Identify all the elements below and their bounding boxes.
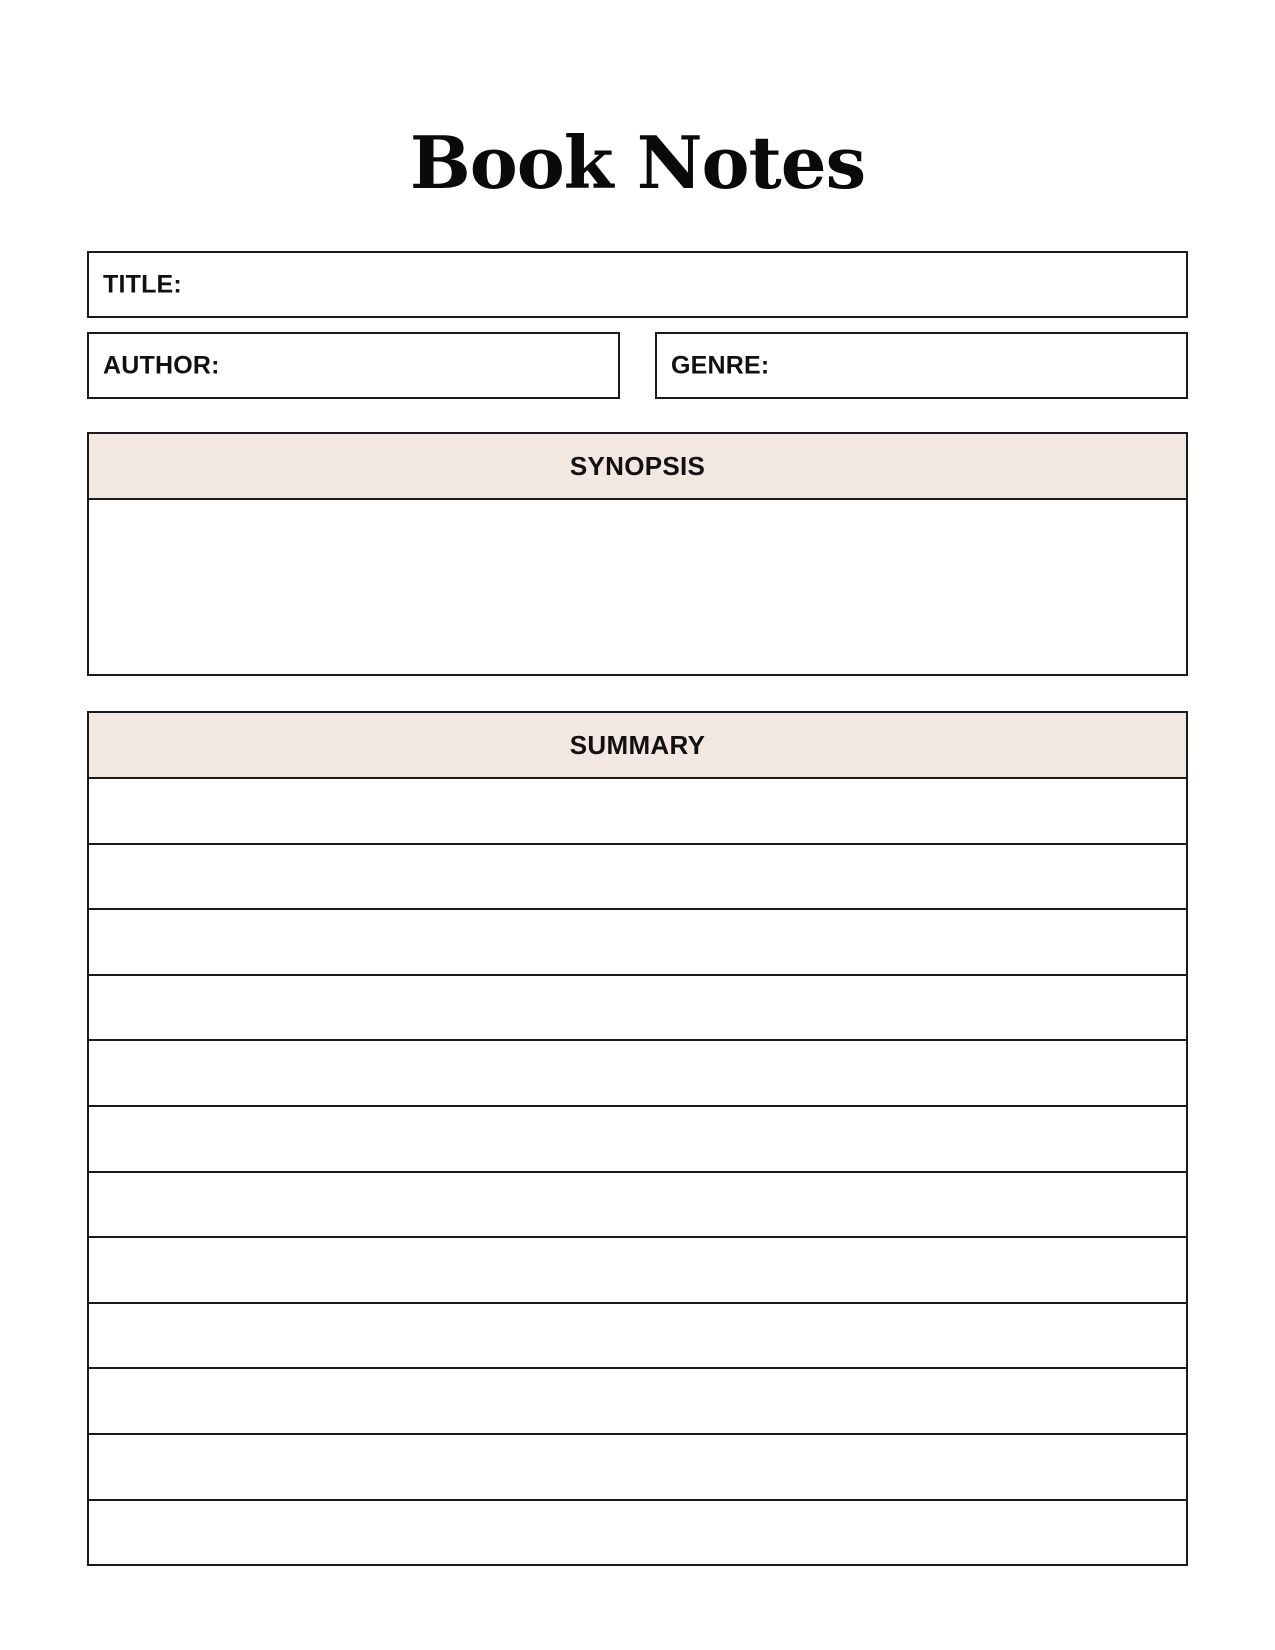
genre-label: GENRE: xyxy=(671,351,770,379)
genre-field[interactable] xyxy=(655,332,1188,399)
summary-line[interactable] xyxy=(89,1304,1186,1370)
summary-line[interactable] xyxy=(89,1369,1186,1435)
summary-line[interactable] xyxy=(89,845,1186,911)
summary-line[interactable] xyxy=(89,1173,1186,1239)
summary-line[interactable] xyxy=(89,779,1186,845)
summary-line[interactable] xyxy=(89,1238,1186,1304)
summary-line[interactable] xyxy=(89,1107,1186,1173)
summary-section xyxy=(87,711,1188,1566)
author-label: AUTHOR: xyxy=(103,351,220,379)
summary-line[interactable] xyxy=(89,1435,1186,1501)
synopsis-body[interactable] xyxy=(89,500,1186,674)
page-title: Book Notes xyxy=(409,120,866,205)
summary-line[interactable] xyxy=(89,1041,1186,1107)
summary-lines xyxy=(89,779,1186,1566)
summary-line[interactable] xyxy=(89,976,1186,1042)
summary-line[interactable] xyxy=(89,910,1186,976)
title-field[interactable] xyxy=(87,251,1188,318)
synopsis-header: SYNOPSIS xyxy=(89,434,1186,500)
title-label: TITLE: xyxy=(103,270,182,298)
author-field[interactable] xyxy=(87,332,620,399)
summary-header: SUMMARY xyxy=(89,713,1186,779)
synopsis-section xyxy=(87,432,1188,676)
summary-line[interactable] xyxy=(89,1501,1186,1567)
